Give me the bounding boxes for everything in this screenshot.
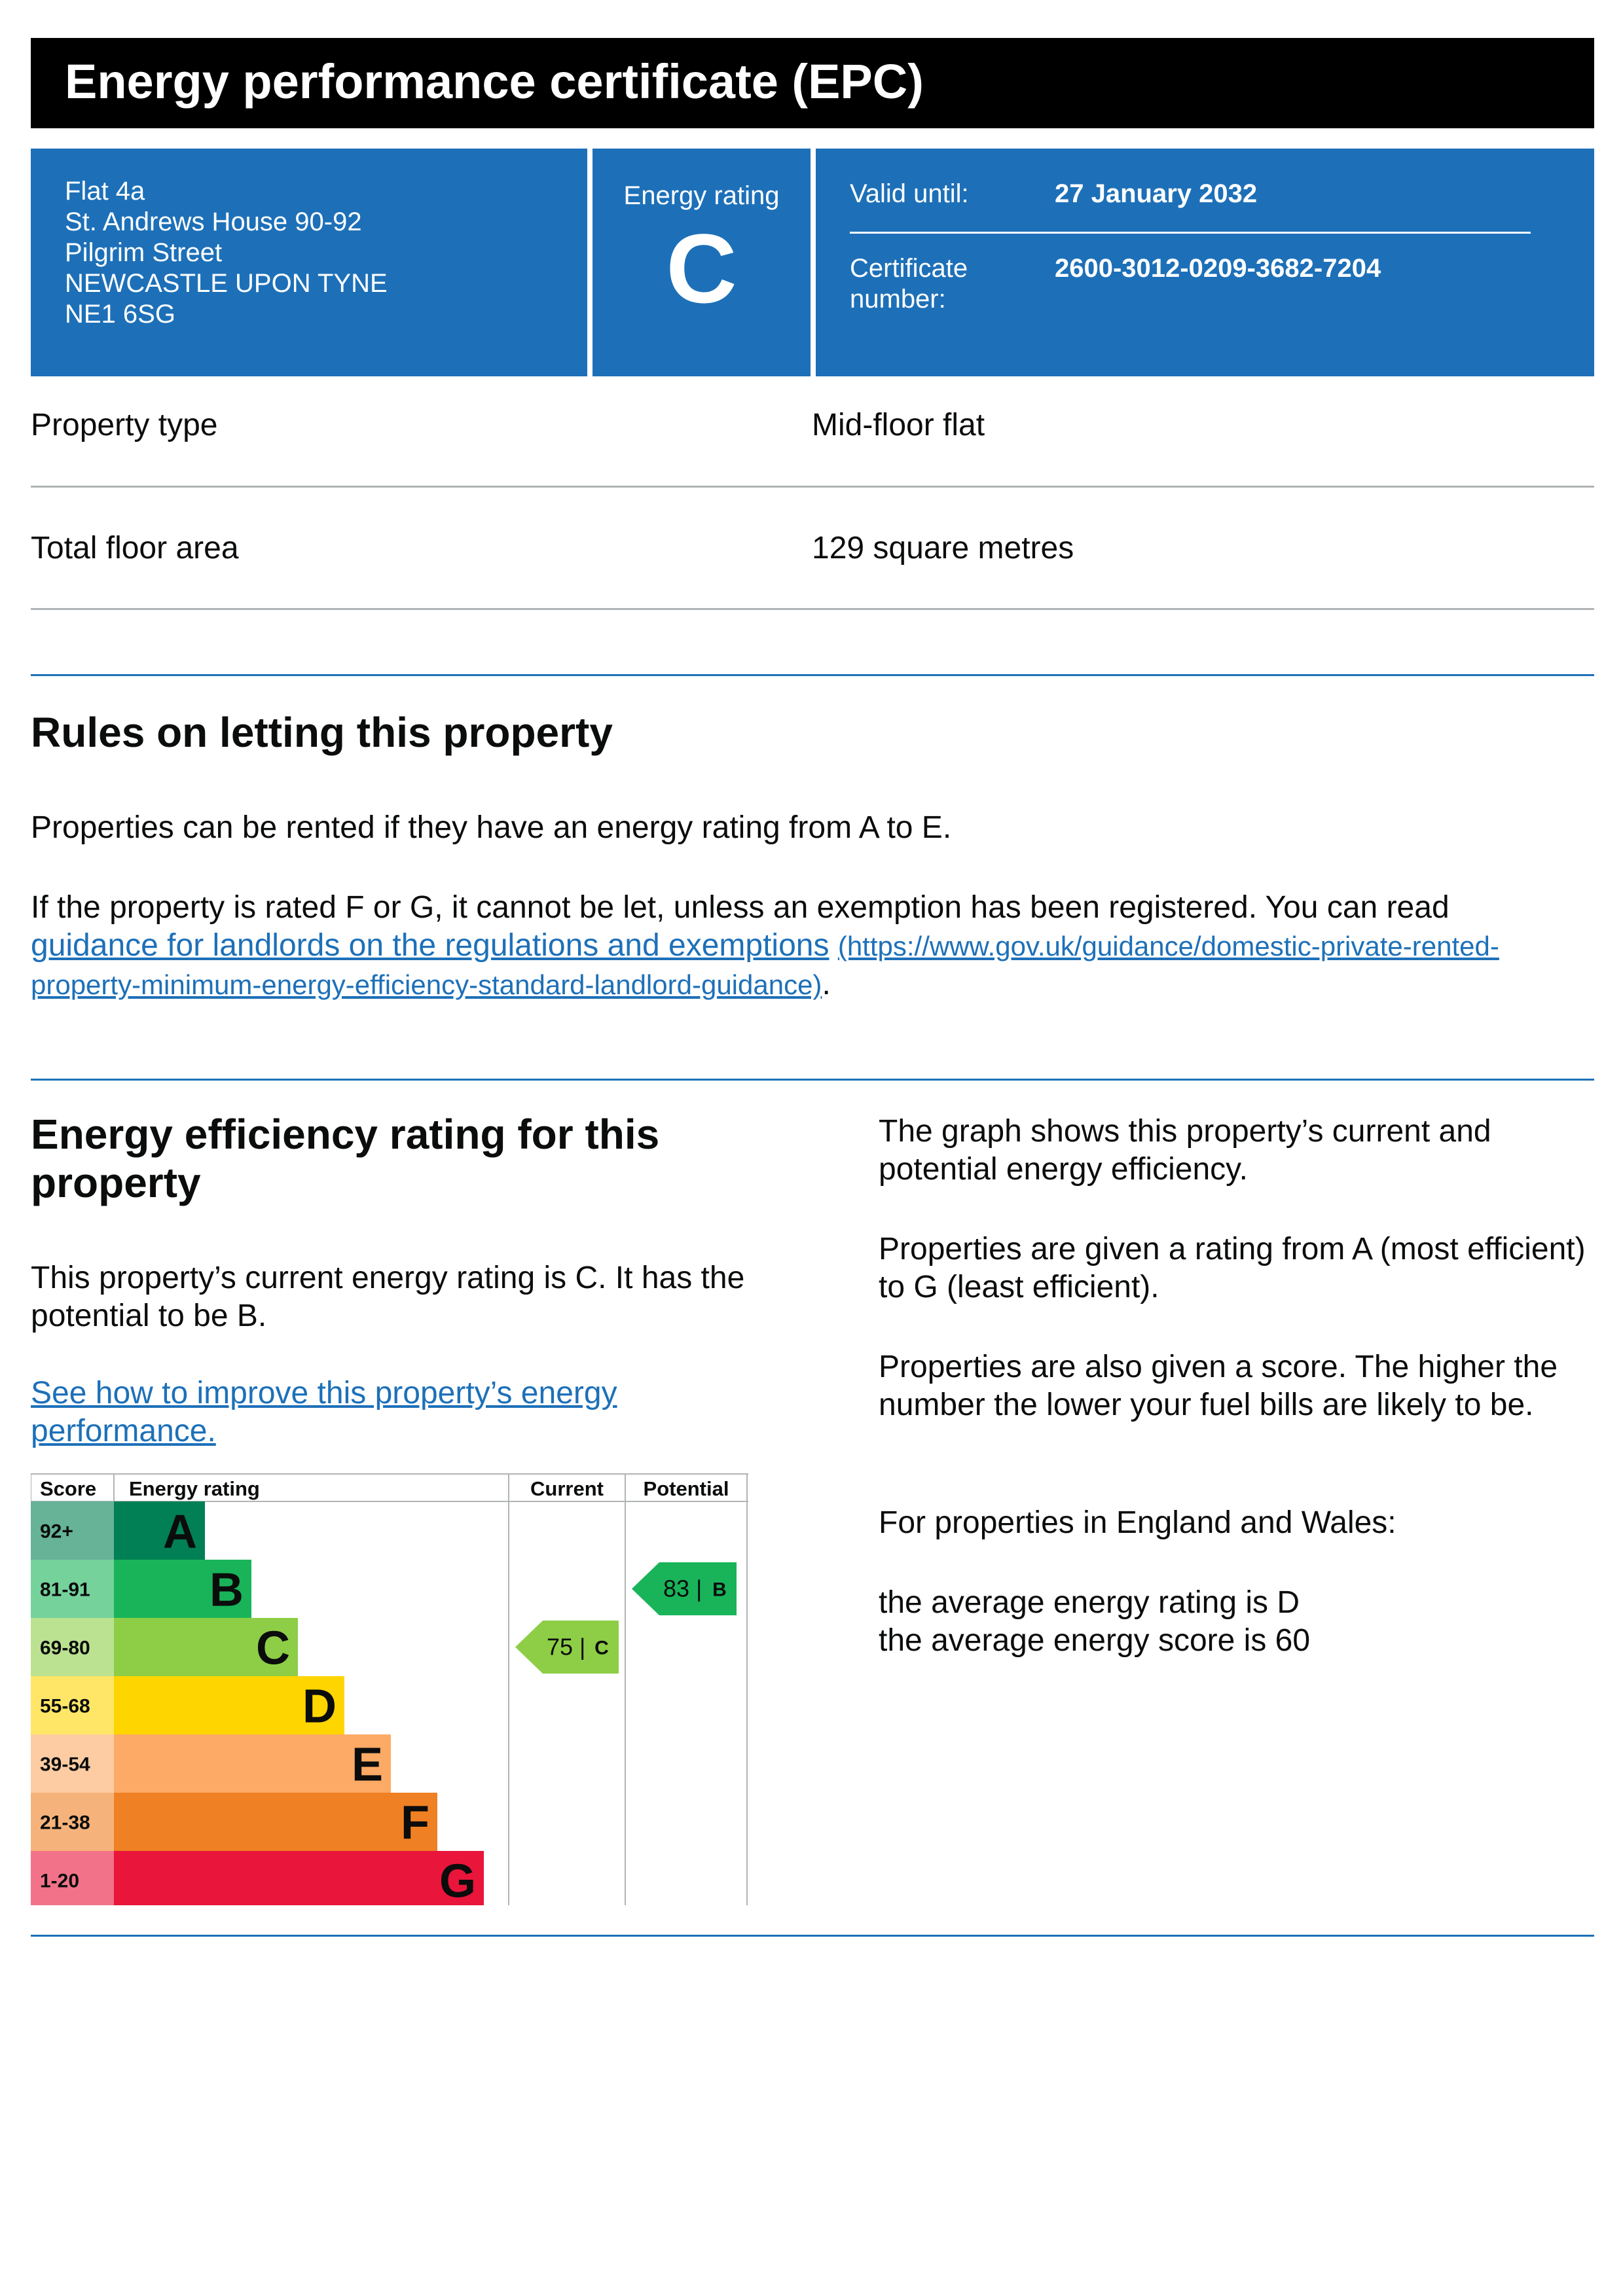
landlord-guidance-link[interactable]: guidance for landlords on the regulations and exemptions: [31, 928, 830, 963]
potential-header: Potential: [643, 1477, 729, 1500]
divider: [31, 608, 1594, 610]
letting-rule-text: Properties can be rented if they have an energy rating from A to E.: [31, 810, 952, 845]
section-divider: [31, 1079, 1594, 1081]
average-score: the average energy score is 60: [879, 1623, 1311, 1658]
rating-letter: C: [256, 1622, 290, 1675]
punctuation: .: [822, 967, 831, 1001]
score-range: 55-68: [40, 1695, 90, 1717]
improve-performance-link[interactable]: See how to improve this property’s energy performance.: [31, 1376, 617, 1448]
address-panel: [31, 149, 587, 376]
title-bar: [31, 38, 1594, 128]
property-type-label: Property type: [31, 408, 218, 442]
score-explanation: Properties are also given a score. The higher the number the lower your fuel bills are likely to be.: [879, 1350, 1558, 1422]
rating-letter: G: [439, 1855, 476, 1905]
current-rating-text: This property’s current energy rating is C. It has the potential to be B.: [31, 1261, 745, 1333]
score-range: 69-80: [40, 1637, 90, 1659]
rating-bar: [114, 1851, 484, 1905]
certificate-number-value: 2600-3012-0209-3682-7204: [1055, 254, 1381, 283]
certificate-number-label: [850, 253, 968, 315]
score-range: 21-38: [40, 1812, 90, 1834]
floor-area-label: Total floor area: [31, 531, 239, 565]
score-header: Score: [40, 1477, 97, 1500]
efficiency-heading: Energy efficiency rating for this property: [31, 1111, 660, 1206]
energy-rating-letter: C: [666, 213, 737, 323]
letting-heading: Rules on letting this property: [31, 709, 613, 756]
divider: [850, 232, 1531, 234]
rating-letter: F: [401, 1797, 429, 1850]
energy-rating-header: Energy rating: [129, 1477, 260, 1500]
letting-exemption-text: [31, 889, 1569, 1004]
rating-letter: D: [302, 1680, 337, 1733]
address-line: NE1 6SG: [65, 300, 175, 329]
address-line: Pilgrim Street: [65, 238, 223, 267]
guidance-url[interactable]: (https://www.gov.uk/guidance/domestic-private-rented-property-minimum-energy-efficiency-standard-landlord-guidance): [31, 931, 1499, 1000]
rating-letter: A: [163, 1505, 197, 1558]
improve-link-wrap: [31, 1374, 738, 1450]
current-rating-letter: C: [594, 1637, 609, 1659]
divider: [31, 486, 1594, 488]
address-line: Flat 4a: [65, 177, 145, 206]
section-divider: [31, 674, 1594, 676]
score-range: 81-91: [40, 1579, 90, 1601]
certificate-label-line: Certificate: [850, 254, 968, 283]
certificate-label-line: number:: [850, 285, 946, 314]
current-header: Current: [530, 1477, 604, 1500]
address-line: NEWCASTLE UPON TYNE: [65, 269, 388, 298]
average-rating: the average energy rating is D: [879, 1585, 1300, 1620]
valid-until-value: 27 January 2032: [1055, 179, 1258, 208]
score-range: 1-20: [40, 1870, 80, 1892]
energy-rating-label: Energy rating: [623, 181, 780, 210]
rating-bar: [114, 1793, 437, 1851]
certificate-panel: [816, 149, 1594, 376]
graph-explanation: The graph shows this property’s current and potential energy efficiency.: [879, 1114, 1491, 1187]
rating-bar: [114, 1734, 391, 1793]
property-type-value: Mid-floor flat: [812, 408, 985, 442]
valid-until-label: Valid until:: [850, 179, 969, 208]
rating-panel: [593, 149, 811, 376]
current-rating-score: 75 |: [547, 1633, 586, 1660]
floor-area-value: 129 square metres: [812, 531, 1074, 565]
address-line: St. Andrews House 90-92: [65, 207, 362, 236]
section-divider: [31, 1935, 1594, 1937]
energy-rating-graph: [31, 1473, 748, 1905]
potential-rating-score: 83 |: [663, 1575, 702, 1602]
potential-rating-letter: B: [712, 1579, 727, 1601]
score-range: 39-54: [40, 1753, 90, 1776]
score-range: 92+: [40, 1520, 73, 1543]
rating-letter: E: [351, 1738, 383, 1791]
rating-explanation: Properties are given a rating from A (most efficient) to G (least efficient).: [879, 1232, 1586, 1304]
exemption-text: If the property is rated F or G, it cannot be let, unless an exemption has been registered. You can read: [31, 890, 1450, 925]
rating-letter: B: [210, 1564, 244, 1617]
address: [65, 176, 388, 330]
region-label: For properties in England and Wales:: [879, 1505, 1396, 1540]
page-title: Energy performance certificate (EPC): [65, 54, 924, 109]
